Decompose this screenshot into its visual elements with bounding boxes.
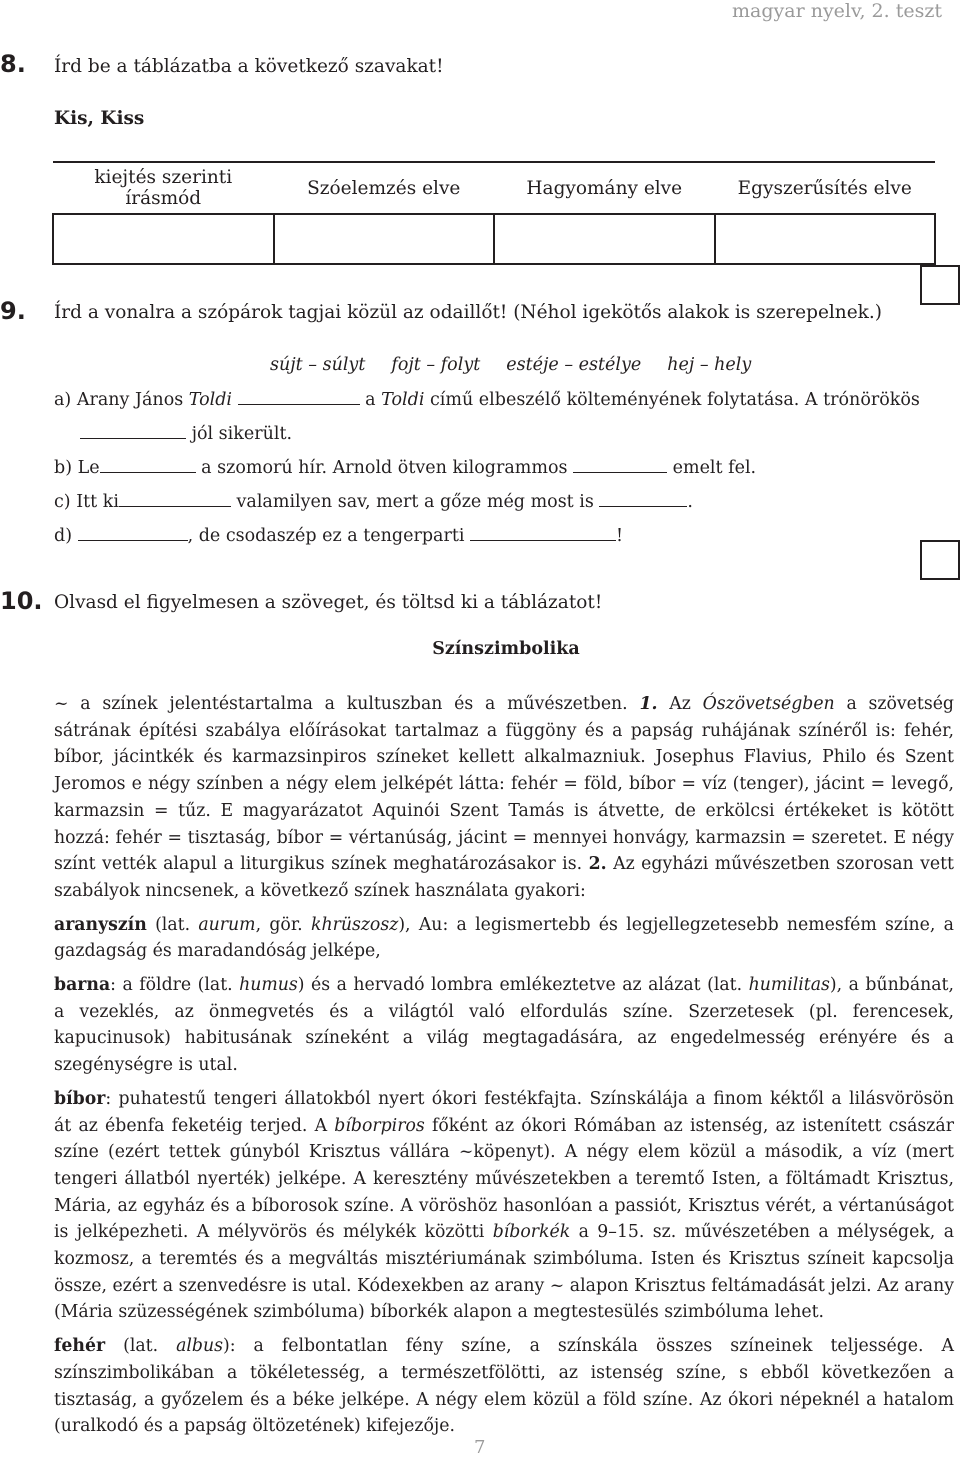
text: humus bbox=[239, 975, 298, 996]
text: ~ a színek jelentéstartalma a kultuszban és a művészetben. bbox=[54, 694, 640, 714]
intro-paragraph bbox=[54, 691, 954, 905]
answer-cell[interactable] bbox=[274, 214, 495, 264]
text: c) Itt ki bbox=[54, 492, 119, 512]
question-8-number: 8. bbox=[0, 50, 26, 78]
answer-blank[interactable] bbox=[238, 389, 360, 405]
text: Toldi bbox=[381, 390, 425, 410]
sentence-b bbox=[54, 457, 756, 478]
text-title: Színszimbolika bbox=[432, 639, 580, 659]
entry-bibor bbox=[54, 1086, 954, 1326]
answer-blank[interactable] bbox=[78, 525, 188, 541]
text: jól sikerült. bbox=[186, 424, 293, 444]
answer-cell[interactable] bbox=[53, 214, 274, 264]
text: : puhatestű tengeri állatokból nyert ókori festékfajta. Színskálája a finom kéktől a lilásvörösön át az ébenfa feketéig terjed. A bbox=[54, 1088, 954, 1136]
question-8-words: Kis, Kiss bbox=[54, 108, 145, 129]
text: Az bbox=[657, 694, 703, 714]
answer-blank[interactable] bbox=[573, 457, 667, 473]
question-8-instruction: Írd be a táblázatba a következő szavakat! bbox=[54, 56, 444, 77]
text: ): a felbontatlan fény színe, a színskála összes színeinek teljessége. A színszimbolikában a tökéletesség, a természetfölötti, az istenség színe, s ebből következően a tisztaság, a győzelem és a béke jelképe. A négy elem közül a föld színe. Az ókori népeknél a hatalom (uralkodó és a papság öltözetének) kifejezője. bbox=[54, 1336, 954, 1437]
text: b) Le bbox=[54, 458, 100, 478]
text: Ószövetségben bbox=[702, 694, 835, 714]
text: d) bbox=[54, 526, 78, 546]
text: aurum bbox=[198, 914, 256, 935]
entry-arany bbox=[54, 912, 954, 965]
word-pair: sújt – súlyt bbox=[270, 355, 366, 375]
text: humilitas bbox=[748, 975, 830, 996]
answer-cell[interactable] bbox=[715, 214, 936, 264]
answer-blank[interactable] bbox=[119, 491, 231, 507]
text: bíborkék bbox=[492, 1222, 571, 1243]
entry-term: barna bbox=[54, 975, 111, 996]
word-pairs bbox=[270, 355, 751, 375]
page-header: magyar nyelv, 2. teszt bbox=[732, 0, 942, 22]
text: Toldi bbox=[188, 390, 233, 410]
text: ), Au: a legismertebb és legjellegzetesebb nemesfém színe, a gazdagság és maradandóság jelképe, bbox=[54, 914, 954, 962]
question-10-instruction: Olvasd el figyelmesen a szöveget, és töltsd ki a táblázatot! bbox=[54, 592, 603, 613]
entry-term: bíbor bbox=[54, 1088, 106, 1109]
column-header: kiejtés szerinti írásmód bbox=[53, 162, 274, 214]
answer-blank[interactable] bbox=[100, 457, 196, 473]
word-pair: fojt – folyt bbox=[391, 355, 481, 375]
entry-barna bbox=[54, 972, 954, 1079]
answer-cell[interactable] bbox=[494, 214, 715, 264]
answer-table-8 bbox=[52, 161, 936, 265]
text: albus bbox=[176, 1336, 223, 1357]
column-header: Szóelemzés elve bbox=[274, 162, 495, 214]
text: emelt fel. bbox=[667, 458, 757, 478]
text: a) Arany János bbox=[54, 390, 189, 410]
sentence-c bbox=[54, 491, 693, 512]
entry-term: fehér bbox=[54, 1336, 106, 1357]
text: Az egyházi művészetben szorosan vett szabályok nincsenek, a következő színek használata gyakori: bbox=[54, 854, 955, 901]
text: ), a bűnbánat, a vezeklés, az önmegvetés és a világtól való elfordulás színe. Szerzetesek (pl. ferencesek, kapucinusok) habitusának színeként a világ megtagadására, az engedelmesség erényére és a szegénységre is utal. bbox=[54, 975, 954, 1076]
text: a szövetség sátrának építési szabálya előírásokat tartalmaz a függöny és a papság ruhájának színéről is: fehér, bíbor, jácintkék és karmazsinpiros színeket kellett alkalmazniuk. Josephus Flavius, Philo és Szent Jeromos e négy színben a négy elem jelképét látta: fehér = föld, bíbor = víz (tenger), jácint = levegő, karmazsin = tűz. E magyarázatot Aquinói Szent Tamás is átvette, de erkölcsi értékeket is kötött hozzá: fehér = tisztaság, bíbor = vértanúság, jácint = mennyei honvágy, karmazsin = szeretet. E négy színt vették alapul a liturgikus színek meghatározásakor is. bbox=[54, 694, 954, 875]
text: 1. bbox=[639, 694, 658, 714]
answer-blank[interactable] bbox=[80, 423, 186, 439]
page-number: 7 bbox=[474, 1437, 486, 1458]
text: 2. bbox=[588, 854, 607, 875]
sentence-d bbox=[54, 525, 623, 546]
text: a 9–15. sz. művészetében a mélységek, a kozmosz, a teremtés és a megváltás misztériumának szimbóluma. Isten és Krisztus színeit kapcsolja össze, ezért a szenvedésre is utal. Kódexekben az arany ~ alapon Krisztus feltámadását jelzi. Az arany (Mária szüzességének szimbóluma) bíborkék alapon a megtestesülés szimbóluma lehet. bbox=[54, 1222, 954, 1323]
question-9-number: 9. bbox=[0, 297, 26, 325]
text: bíborpiros bbox=[334, 1115, 425, 1136]
word-pair: hej – hely bbox=[667, 355, 752, 375]
answer-blank[interactable] bbox=[470, 525, 616, 541]
text: khrüszosz bbox=[310, 914, 399, 935]
entry-feher bbox=[54, 1333, 954, 1440]
text: : a földre (lat. bbox=[110, 975, 240, 996]
text: (lat. bbox=[105, 1336, 177, 1357]
text: ) és a hervadó lombra emlékeztetve az alázat (lat. bbox=[297, 975, 749, 996]
column-header: Egyszerűsítés elve bbox=[715, 162, 936, 214]
score-box[interactable] bbox=[920, 540, 960, 580]
question-9-instruction: Írd a vonalra a szópárok tagjai közül az odaillőt! (Néhol igekötős alakok is szerepelnek.) bbox=[54, 302, 882, 323]
text: (lat. bbox=[146, 914, 199, 935]
entry-term: aranyszín bbox=[54, 914, 147, 935]
word-pair: estéje – estélye bbox=[506, 355, 642, 375]
text: ! bbox=[616, 526, 624, 546]
reading-text bbox=[54, 691, 954, 1440]
text: című elbeszélő költeményének folytatása. A trónörökös bbox=[424, 390, 920, 410]
sentence-a-cont bbox=[80, 423, 292, 444]
text: a szomorú hír. Arnold ötven kilogrammos bbox=[195, 458, 574, 478]
text: . bbox=[687, 492, 693, 512]
text: , de csodaszép ez a tengerparti bbox=[187, 526, 471, 546]
sentence-a bbox=[54, 389, 920, 410]
answer-blank[interactable] bbox=[599, 491, 687, 507]
text: főként az ókori Rómában az istenség, az istenített császár színe (ezért tettek gúnyból Krisztus vállára ~köpenyt). A négy elem közül a második, a víz (mert tengeri állatból nyerték) jelképe. A keresztény művészetekben a teremtő Isten, a föltámadt Krisztus, Mária, az egyház és a bíborosok színe. A vöröshöz hasonlóan a passiót, Krisztus vérét, a vértanúságot is jelképezheti. A mélyvörös és mélykék közötti bbox=[54, 1115, 954, 1243]
question-10-number: 10. bbox=[0, 587, 43, 615]
score-box[interactable] bbox=[920, 265, 960, 305]
text: , gör. bbox=[255, 914, 311, 935]
column-header: Hagyomány elve bbox=[494, 162, 715, 214]
text: a bbox=[359, 390, 382, 410]
text: valamilyen sav, mert a gőze még most is bbox=[230, 492, 600, 512]
